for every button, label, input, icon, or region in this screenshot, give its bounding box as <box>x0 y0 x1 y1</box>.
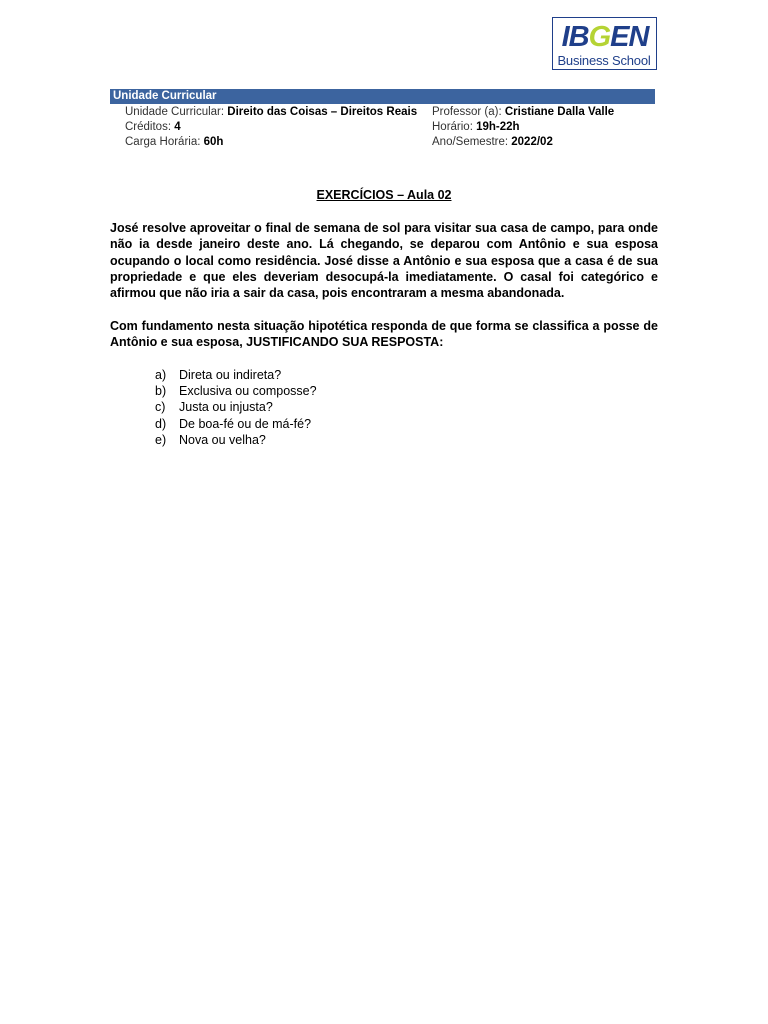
creditos-row: Créditos: 4 <box>125 121 181 133</box>
unidade-curricular-bar: Unidade Curricular <box>110 89 655 104</box>
question-item: c) Justa ou injusta? <box>155 400 273 415</box>
logo-subtitle: Business School <box>557 53 651 68</box>
page-title: EXERCÍCIOS – Aula 02 <box>316 188 452 202</box>
case-paragraph: José resolve aproveitar o final de semana de sol para visitar sua casa de campo, para onde não ia desde janeiro deste ano. Lá chegando, se deparou com Antônio e sua esposa ocupando o local como residência. José disse a Antônio e sua esposa que a casa é de sua propriedade e que eles deveriam desocupá-la imediatamente. O casal foi categórico e afirmou que não iria a sair da casa, pois encontraram a mesma abandonada. <box>110 221 658 301</box>
horario-row: Horário: 19h-22h <box>432 121 520 133</box>
carga-horaria-row: Carga Horária: 60h <box>125 136 224 148</box>
ibgen-logo <box>552 17 657 70</box>
question-list <box>155 367 317 448</box>
question-item: b) Exclusiva ou composse? <box>155 384 317 399</box>
question-item: d) De boa-fé ou de má-fé? <box>155 416 312 431</box>
professor-row: Professor (a): Cristiane Dalla Valle <box>432 106 615 118</box>
instruction-paragraph: Com fundamento nesta situação hipotética responda de que forma se classifica a posse de Antônio e sua esposa, JUSTIFICANDO SUA RESPOSTA: <box>110 319 658 350</box>
logo-brand-text: IBGEN <box>561 21 649 53</box>
unidade-curricular-row: Unidade Curricular: Direito das Coisas – Direitos Reais <box>125 106 418 118</box>
question-item: e) Nova ou velha? <box>155 432 266 447</box>
ano-semestre-row: Ano/Semestre: 2022/02 <box>432 136 553 148</box>
question-item: a) Direta ou indireta? <box>155 368 282 382</box>
